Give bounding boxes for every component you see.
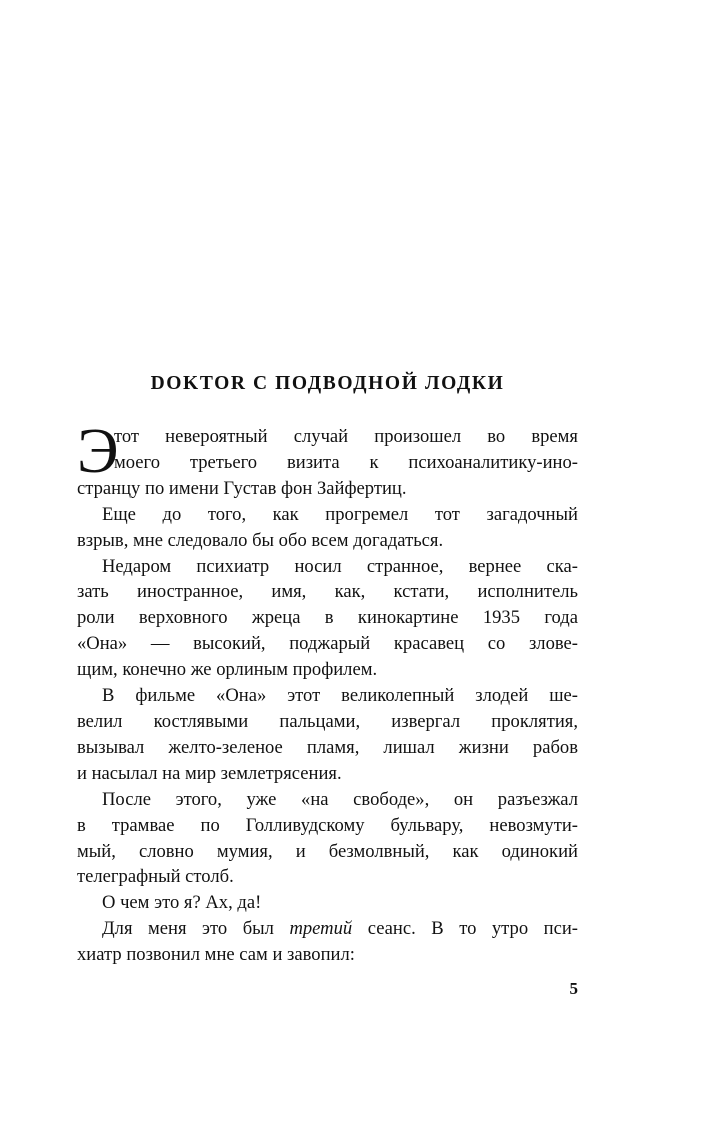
- text-line: мый, словно мумия, и безмолвный, как одинокий: [77, 840, 578, 862]
- text-line: моего третьего визита к психоаналитику-ино-: [114, 451, 578, 473]
- text-line: [77, 916, 578, 942]
- chapter-title: DOKTOR С ПОДВОДНОЙ ЛОДКИ: [150, 373, 505, 394]
- text-fragment: сеанс. В то утро пси-: [352, 918, 578, 940]
- text-line: В фильме «Она» этот великолепный злодей ше-: [102, 685, 578, 707]
- text-line: зать иностранное, имя, как, кстати, исполнитель: [77, 581, 578, 603]
- text-line: в трамвае по Голливудскому бульвару, невозмути-: [77, 814, 578, 836]
- text-line: тот невероятный случай произошел во время: [114, 426, 578, 447]
- text-line: После этого, уже «на свободе», он разъезжал: [102, 788, 578, 810]
- text-line: О чем это я? Ах, да!: [102, 892, 262, 914]
- text-line: «Она» — высокий, поджарый красавец со злове-: [77, 633, 578, 655]
- text-line: взрыв, мне следовало бы обо всем догадаться.: [77, 529, 444, 551]
- text-line: роли верховного жреца в кинокартине 1935 года: [77, 607, 578, 629]
- paragraph: [77, 916, 578, 968]
- text-line: вызывал желто-зеленое пламя, лишал жизни рабов: [77, 736, 578, 758]
- paragraph: [77, 787, 578, 891]
- paragraph: [77, 890, 578, 916]
- text-line: щим, конечно же орлиным профилем.: [77, 659, 378, 681]
- text-line: Недаром психиатр носил странное, вернее ска-: [102, 555, 578, 577]
- drop-cap: Э: [77, 416, 119, 486]
- text-line: телеграфный столб.: [77, 866, 234, 888]
- body-text: [77, 416, 578, 968]
- paragraph: [77, 683, 578, 787]
- text-line: и насылал на мир землетрясения.: [77, 762, 342, 784]
- text-line: велил костлявыми пальцами, извергал проклятия,: [77, 710, 578, 732]
- page-number: 5: [569, 979, 578, 998]
- first-paragraph: [77, 416, 578, 502]
- text-line: странцу по имени Густав фон Зайфертиц.: [77, 477, 407, 499]
- italic-word: третий: [289, 918, 353, 940]
- text-line: Еще до того, как прогремел тот загадочный: [102, 503, 578, 525]
- paragraph: [77, 554, 578, 684]
- text-line: хиатр позвонил мне сам и завопил:: [77, 944, 355, 966]
- text-fragment: Для меня это был: [102, 918, 290, 940]
- paragraph: [77, 502, 578, 554]
